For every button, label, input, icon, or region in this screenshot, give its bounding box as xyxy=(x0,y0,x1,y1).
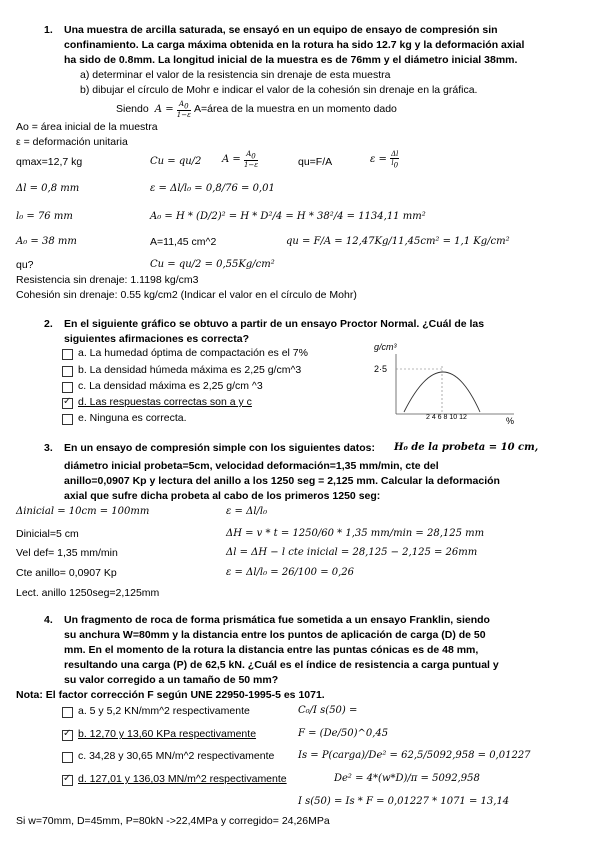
eps-fraction: $\frac{\Delta l}{l_0}$ xyxy=(391,150,399,170)
q1-line-1: Una muestra de arcilla saturada, se ensayó en un equipo de ensayo de compresión sin xyxy=(64,24,498,36)
q4-option-d-checkbox[interactable] xyxy=(62,775,73,786)
q3-ring-reading: Lect. anillo 1250seg=2,125mm xyxy=(16,587,160,599)
q1-siendo-tail: A=área de la muestra en un momento dado xyxy=(194,103,397,116)
q4-formula-1: C₀/I s(50) = xyxy=(298,705,358,716)
area-formula-2: A = $\frac{A_0}{1-\varepsilon}$ xyxy=(222,150,259,170)
area-fraction-2: $\frac{A_0}{1-\varepsilon}$ xyxy=(243,150,259,170)
q3-dh-calc: ΔH = v * t = 1250/60 * 1,35 mm/min = 28,125 mm xyxy=(226,528,485,539)
q1-line-2: confinamiento. La carga máxima obtenida en la rotura ha sido 12.7 kg y la deformación axial xyxy=(64,39,525,51)
q4-line-1: Un fragmento de roca de forma prismática fue sometida a un ensayo Franklin, siendo xyxy=(64,614,490,626)
graph-xlabel: % xyxy=(506,416,515,426)
q4-formula-5: I s(50) = Is * F = 0,01227 * 1071 = 13,14 xyxy=(298,796,510,807)
q4-formula-4: De² = 4*(w*D)/π = 5092,958 xyxy=(334,773,480,784)
q2-option-b[interactable]: b. La densidad húmeda máxima es 2,25 g/cm^3 xyxy=(78,364,302,376)
ao-definition: Ao = área inicial de la muestra xyxy=(16,121,158,133)
qmax: qmax=12,7 kg xyxy=(16,156,83,168)
eps-formula: ε = $\frac{\Delta l}{l_0}$ xyxy=(370,150,399,170)
q1-sub-a: a) determinar el valor de la resistencia sin drenaje de esta muestra xyxy=(80,69,391,81)
a0-calc: A₀ = H * (D/2)² = H * D²/4 = H * 38²/4 = 1134,11 mm² xyxy=(150,211,426,222)
q4-formula-3: Is = P(carga)/De² = 62,5/5092,958 = 0,01227 xyxy=(298,750,531,761)
q4-line-5: su valor corregido a un tamaño de 50 mm? xyxy=(64,674,279,686)
q1-siendo xyxy=(116,100,397,119)
q4-number: 4. xyxy=(44,614,53,626)
q3-velocity: Vel def= 1,35 mm/min xyxy=(16,547,118,559)
q2-option-a[interactable]: a. La humedad óptima de compactación es el 7% xyxy=(78,347,308,359)
q2-option-b-checkbox[interactable] xyxy=(62,366,73,377)
l0: l₀ = 76 mm xyxy=(16,211,73,222)
q2-option-c-checkbox[interactable] xyxy=(62,382,73,393)
q3-line-2: diámetro inicial probeta=5cm, velocidad deformación=1,35 mm/min, cte del xyxy=(64,460,439,472)
q2-option-a-checkbox[interactable] xyxy=(62,349,73,360)
delta-l: Δl = 0,8 mm xyxy=(16,183,80,194)
q2-option-d[interactable]: d. Las respuestas correctas son a y c xyxy=(78,396,252,408)
q2-number: 2. xyxy=(44,318,53,330)
q2-option-d-checkbox[interactable] xyxy=(62,398,73,409)
q4-option-c-checkbox[interactable] xyxy=(62,752,73,763)
qu-calc: qu = F/A = 12,47Kg/11,45cm² = 1,1 Kg/cm² xyxy=(286,236,510,247)
qu-definition: qu=F/A xyxy=(298,156,333,168)
a0: A₀ = 38 mm xyxy=(16,236,77,247)
q4-option-a-checkbox[interactable] xyxy=(62,707,73,718)
q3-line-3: anillo=0,0907 Kp y lectura del anillo a los 1250 seg = 2,125 mm. Calcular la deformación xyxy=(64,475,500,487)
q4-option-b-checkbox[interactable] xyxy=(62,730,73,741)
q2-line-1: En el siguiente gráfico se obtuvo a partir de un ensayo Proctor Normal. ¿Cuál de las xyxy=(64,318,485,330)
q2-option-e-checkbox[interactable] xyxy=(62,414,73,425)
result-resistance: Resistencia sin drenaje: 1.1198 kg/cm3 xyxy=(16,274,199,286)
q1-siendo-word: Siendo xyxy=(116,103,149,116)
cu-formula: Cu = qu/2 xyxy=(150,156,202,167)
q3-dl-calc: Δl = ΔH − l cte inicial = 28,125 − 2,125 = 26mm xyxy=(226,547,478,558)
eps-definition: ε = deformación unitaria xyxy=(16,136,128,148)
q4-note: Nota: El factor corrección F según UNE 22950-1995-5 es 1071. xyxy=(16,689,325,701)
cu-calc: Cu = qu/2 = 0,55Kg/cm² xyxy=(150,259,275,270)
q3-line-1a: En un ensayo de compresión simple con los siguientes datos: xyxy=(64,442,375,454)
result-cohesion: Cohesión sin drenaje: 0.55 kg/cm2 (Indicar el valor en el círculo de Mohr) xyxy=(16,289,357,301)
q4-formula-2: F = (De/50)^0,45 xyxy=(298,728,389,739)
q3-number: 3. xyxy=(44,442,53,454)
area-value: A=11,45 cm^2 xyxy=(150,236,217,248)
q4-option-a[interactable]: a. 5 y 5,2 KN/mm^2 respectivamente xyxy=(78,705,250,717)
q4-option-d[interactable]: d. 127,01 y 136,03 MN/m^2 respectivamente xyxy=(78,773,287,785)
q2-option-e[interactable]: e. Ninguna es correcta. xyxy=(78,412,187,424)
q4-last-line: Si w=70mm, D=45mm, P=80kN ->22,4MPa y corregido= 24,26MPa xyxy=(16,815,330,827)
q2-line-2: siguientes afirmaciones es correcta? xyxy=(64,333,249,345)
area-fraction: $\frac{A_0}{1-\varepsilon}$ xyxy=(176,100,191,120)
q4-line-4: resultando una carga (P) de 62,5 kN. ¿Cuál es el índice de resistencia a carga puntual y xyxy=(64,659,499,671)
qu-question: qu? xyxy=(16,259,34,271)
q3-dinicial-formula: Δinicial = 10cm = 100mm xyxy=(16,506,150,517)
q3-eps-calc: ε = Δl/l₀ = 26/100 = 0,26 xyxy=(226,567,355,578)
q3-ring-constant: Cte anillo= 0,0907 Kp xyxy=(16,567,117,579)
graph-xticks: 2 4 6 8 10 12 xyxy=(426,414,467,421)
q4-option-c[interactable]: c. 34,28 y 30,65 MN/m^2 respectivamente xyxy=(78,750,275,762)
q4-line-3: mm. En el momento de la rotura la distancia entre las puntas cónicas es de 48 mm, xyxy=(64,644,479,656)
q3-line-4: axial que sufre dicha probeta al cabo de los primeros 1250 seg: xyxy=(64,490,381,502)
q3-line-1b: H₀ de la probeta = 10 cm, xyxy=(394,442,539,453)
q1-sub-b: b) dibujar el círculo de Mohr e indicar el valor de la cohesión sin drenaje en la gráfica. xyxy=(80,84,478,96)
q4-line-2: su anchura W=80mm y la distancia entre los puntos de aplicación de carga (D) de 50 xyxy=(64,629,486,641)
proctor-graph xyxy=(364,342,524,426)
q4-option-b[interactable]: b. 12,70 y 13,60 KPa respectivamente xyxy=(78,728,257,740)
q1-number: 1. xyxy=(44,24,53,36)
q2-option-c[interactable]: c. La densidad máxima es 2,25 g/cm ^3 xyxy=(78,380,263,392)
eps-calc: ε = Δl/l₀ = 0,8/76 = 0,01 xyxy=(150,183,275,194)
q3-dinicial: Dinicial=5 cm xyxy=(16,528,79,540)
q3-eps-formula: ε = Δl/l₀ xyxy=(226,506,268,517)
area-formula: A = $\frac{A_0}{1-\varepsilon}$ xyxy=(151,100,191,120)
graph-ytick: 2·5 xyxy=(374,364,388,374)
q1-line-3: ha sido de 0.8mm. La longitud inicial de la muestra es de 76mm y el diámetro inicial 38mm. xyxy=(64,54,518,66)
graph-ylabel: g/cm³ xyxy=(374,342,397,352)
